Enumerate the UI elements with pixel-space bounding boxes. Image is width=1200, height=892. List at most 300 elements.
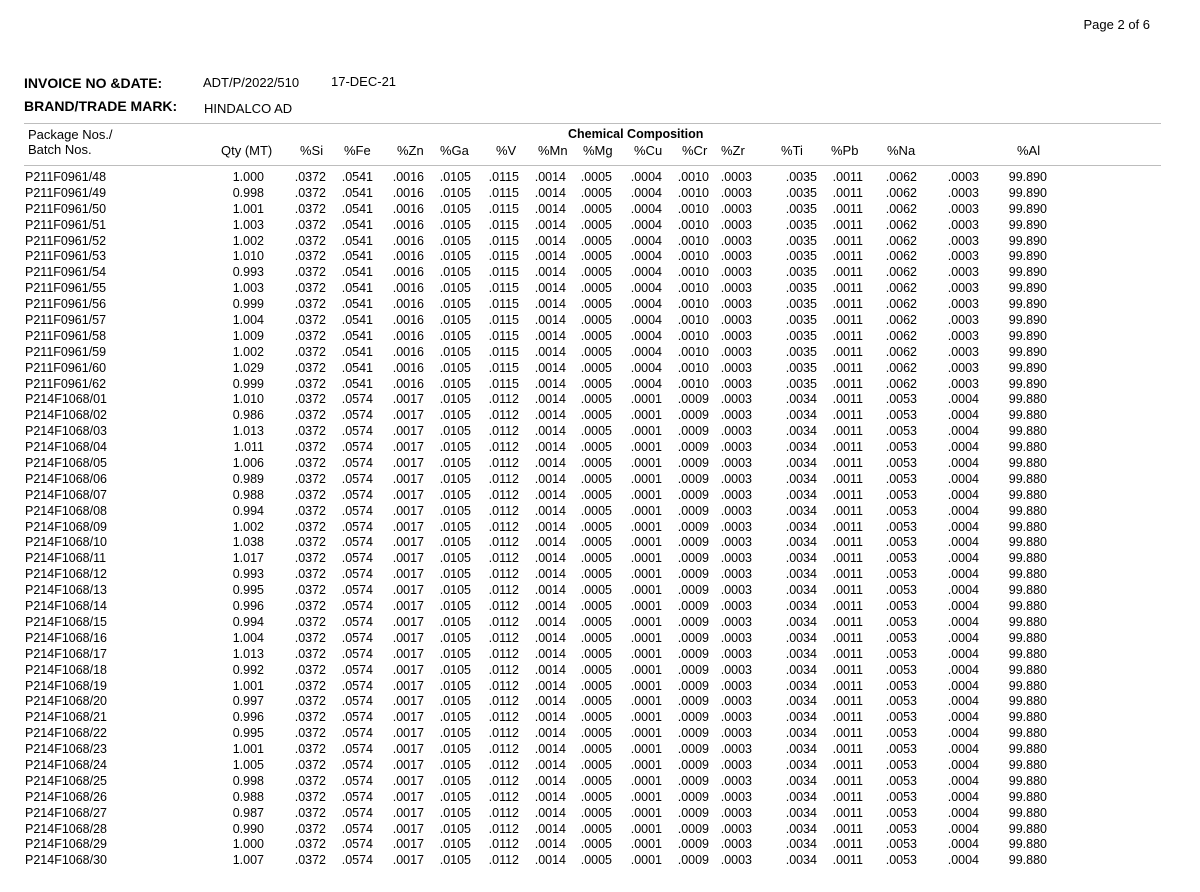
table-row [0, 615, 1200, 631]
batch-number-cell: P211F0961/57 [25, 313, 107, 328]
table-cell: 0.994 [232, 503, 264, 518]
table-cell: .0009 [677, 408, 709, 423]
table-cell: 0.995 [232, 726, 264, 741]
table-cell: .0003 [720, 789, 752, 804]
table-cell: .0009 [677, 487, 709, 502]
invoice-number: ADT/P/2022/510 [203, 75, 300, 90]
table-cell: .0014 [534, 487, 566, 502]
table-cell: .0009 [677, 471, 709, 486]
table-cell: 0.999 [232, 376, 264, 391]
table-cell: .0372 [294, 233, 326, 248]
table-cell: .0004 [947, 821, 979, 836]
table-cell: .0003 [720, 360, 752, 375]
table-cell: 99.880 [1008, 551, 1047, 566]
table-cell: .0105 [439, 805, 471, 820]
table-cell: .0005 [580, 471, 612, 486]
table-cell: .0034 [785, 535, 817, 550]
table-cell: .0005 [580, 757, 612, 772]
table-cell: .0010 [677, 233, 709, 248]
table-cell: .0003 [947, 313, 979, 328]
table-cell: 1.017 [232, 551, 264, 566]
table-cell: .0017 [392, 646, 424, 661]
table-cell: 99.880 [1008, 408, 1047, 423]
table-cell: .0001 [630, 408, 662, 423]
table-cell: .0014 [534, 456, 566, 471]
table-cell: .0011 [832, 297, 863, 312]
table-cell: .0034 [785, 742, 817, 757]
table-row [0, 567, 1200, 583]
table-cell: 99.880 [1008, 599, 1047, 614]
table-cell: 1.005 [232, 757, 264, 772]
table-cell: .0016 [392, 360, 424, 375]
table-cell: .0005 [580, 376, 612, 391]
table-cell: .0115 [488, 313, 519, 328]
table-cell: .0105 [439, 313, 471, 328]
table-cell: .0016 [392, 201, 424, 216]
table-cell: .0372 [294, 551, 326, 566]
table-cell: 1.004 [232, 630, 264, 645]
table-cell: .0062 [885, 281, 917, 296]
table-cell: 99.880 [1008, 821, 1047, 836]
table-cell: .0053 [885, 424, 917, 439]
table-cell: 99.880 [1008, 567, 1047, 582]
table-cell: .0016 [392, 313, 424, 328]
table-cell: .0004 [947, 710, 979, 725]
table-cell: .0017 [392, 630, 424, 645]
table-cell: .0017 [392, 821, 424, 836]
table-cell: .0009 [677, 503, 709, 518]
table-cell: .0541 [341, 344, 373, 359]
table-cell: .0011 [832, 551, 863, 566]
table-cell: .0014 [534, 201, 566, 216]
table-cell: .0112 [488, 694, 519, 709]
table-row [0, 679, 1200, 695]
table-cell: .0017 [392, 503, 424, 518]
table-cell: .0541 [341, 281, 373, 296]
table-cell: .0115 [488, 217, 519, 232]
batch-number-cell: P214F1068/23 [25, 742, 108, 757]
table-cell: .0009 [677, 821, 709, 836]
table-cell: .0053 [885, 789, 917, 804]
table-cell: .0004 [630, 344, 662, 359]
table-cell: .0035 [785, 249, 817, 264]
table-cell: .0001 [630, 567, 662, 582]
table-cell: .0016 [392, 297, 424, 312]
table-cell: .0009 [677, 694, 709, 709]
table-cell: .0115 [488, 376, 519, 391]
table-cell: 99.880 [1008, 726, 1047, 741]
table-cell: .0105 [439, 551, 471, 566]
batch-number-cell: P211F0961/49 [25, 185, 107, 200]
table-cell: .0005 [580, 265, 612, 280]
batch-number-cell: P214F1068/18 [25, 662, 108, 677]
table-cell: .0001 [630, 694, 662, 709]
table-row [0, 186, 1200, 202]
batch-number-cell: P211F0961/48 [25, 170, 107, 184]
table-cell: .0003 [720, 710, 752, 725]
table-cell: .0001 [630, 519, 662, 534]
table-cell: .0105 [439, 837, 471, 852]
table-cell: .0016 [392, 233, 424, 248]
table-cell: .0062 [885, 265, 917, 280]
table-cell: .0035 [785, 185, 817, 200]
batch-number-cell: P214F1068/08 [25, 503, 108, 518]
table-cell: .0004 [947, 424, 979, 439]
table-cell: .0112 [488, 599, 519, 614]
table-cell: .0003 [720, 328, 752, 343]
table-cell: .0574 [341, 471, 373, 486]
table-cell: .0574 [341, 694, 373, 709]
table-cell: .0001 [630, 757, 662, 772]
table-cell: 99.890 [1008, 265, 1047, 280]
table-cell: 1.001 [232, 201, 264, 216]
table-cell: .0003 [720, 599, 752, 614]
table-row [0, 520, 1200, 536]
table-cell: .0017 [392, 456, 424, 471]
table-cell: .0011 [832, 773, 863, 788]
table-row [0, 790, 1200, 806]
table-cell: .0372 [294, 170, 326, 184]
table-cell: .0003 [947, 344, 979, 359]
table-cell: .0112 [488, 821, 519, 836]
table-cell: .0014 [534, 726, 566, 741]
table-cell: .0112 [488, 837, 519, 852]
table-cell: .0017 [392, 424, 424, 439]
table-cell: .0003 [720, 313, 752, 328]
table-cell: .0053 [885, 837, 917, 852]
table-cell: .0003 [720, 662, 752, 677]
table-cell: .0014 [534, 503, 566, 518]
table-cell: .0372 [294, 503, 326, 518]
table-cell: .0005 [580, 392, 612, 407]
table-cell: .0014 [534, 551, 566, 566]
table-cell: .0003 [720, 201, 752, 216]
table-row [0, 377, 1200, 393]
table-cell: .0003 [720, 424, 752, 439]
table-cell: .0003 [720, 567, 752, 582]
table-cell: .0009 [677, 456, 709, 471]
table-cell: 1.009 [232, 328, 264, 343]
table-cell: .0017 [392, 710, 424, 725]
table-cell: .0005 [580, 837, 612, 852]
table-cell: .0372 [294, 328, 326, 343]
table-cell: .0372 [294, 773, 326, 788]
table-cell: .0003 [720, 646, 752, 661]
table-cell: .0372 [294, 281, 326, 296]
table-cell: .0003 [720, 265, 752, 280]
column-header: %Cr [682, 143, 708, 158]
batch-number-cell: P214F1068/27 [25, 805, 108, 820]
table-cell: .0004 [947, 471, 979, 486]
table-cell: 1.004 [232, 313, 264, 328]
table-cell: 0.998 [232, 185, 264, 200]
table-cell: .0105 [439, 440, 471, 455]
table-cell: .0541 [341, 328, 373, 343]
table-cell: .0574 [341, 599, 373, 614]
table-cell: .0574 [341, 551, 373, 566]
table-cell: .0003 [720, 694, 752, 709]
table-cell: .0053 [885, 662, 917, 677]
table-cell: .0372 [294, 487, 326, 502]
table-cell: 99.880 [1008, 424, 1047, 439]
batch-number-cell: P211F0961/58 [25, 328, 107, 343]
table-cell: .0372 [294, 567, 326, 582]
table-cell: 99.890 [1008, 360, 1047, 375]
table-row [0, 822, 1200, 838]
table-cell: .0017 [392, 853, 424, 868]
table-cell: .0004 [947, 456, 979, 471]
table-cell: .0017 [392, 773, 424, 788]
table-cell: .0053 [885, 710, 917, 725]
table-cell: .0035 [785, 170, 817, 184]
table-cell: .0053 [885, 567, 917, 582]
table-cell: .0115 [488, 233, 519, 248]
table-cell: .0011 [832, 821, 863, 836]
table-cell: 1.007 [232, 853, 264, 868]
table-cell: .0011 [832, 503, 863, 518]
table-cell: .0053 [885, 646, 917, 661]
table-row [0, 631, 1200, 647]
table-cell: 1.002 [232, 344, 264, 359]
table-cell: .0003 [720, 217, 752, 232]
table-cell: .0011 [832, 757, 863, 772]
table-cell: .0372 [294, 726, 326, 741]
batch-number-cell: P214F1068/07 [25, 487, 108, 502]
table-cell: .0017 [392, 583, 424, 598]
brand-value: HINDALCO AD [204, 101, 293, 116]
table-cell: .0372 [294, 344, 326, 359]
table-cell: .0372 [294, 805, 326, 820]
table-cell: .0115 [488, 360, 519, 375]
table-cell: .0009 [677, 551, 709, 566]
table-cell: .0001 [630, 599, 662, 614]
table-cell: .0003 [720, 853, 752, 868]
table-cell: .0017 [392, 662, 424, 677]
table-cell: .0005 [580, 408, 612, 423]
table-cell: .0011 [832, 678, 863, 693]
table-cell: .0003 [720, 249, 752, 264]
table-cell: .0003 [947, 249, 979, 264]
table-cell: .0001 [630, 773, 662, 788]
table-cell: 99.880 [1008, 678, 1047, 693]
table-cell: 99.880 [1008, 614, 1047, 629]
table-cell: .0009 [677, 646, 709, 661]
batch-number-cell: P214F1068/20 [25, 694, 108, 709]
table-cell: .0011 [832, 424, 863, 439]
table-cell: .0574 [341, 440, 373, 455]
table-cell: .0004 [630, 249, 662, 264]
table-cell: 99.880 [1008, 742, 1047, 757]
batch-number-cell: P214F1068/25 [25, 773, 108, 788]
batch-number-cell: P211F0961/59 [25, 344, 107, 359]
table-cell: .0574 [341, 646, 373, 661]
batch-number-cell: P211F0961/52 [25, 233, 107, 248]
table-cell: .0005 [580, 249, 612, 264]
invoice-label: INVOICE NO &DATE: [24, 75, 163, 91]
table-cell: .0005 [580, 217, 612, 232]
table-cell: .0005 [580, 440, 612, 455]
table-cell: .0034 [785, 519, 817, 534]
column-header: %Mn [538, 143, 568, 158]
table-cell: 1.000 [232, 170, 264, 184]
table-cell: .0003 [720, 583, 752, 598]
table-cell: .0011 [832, 392, 863, 407]
table-cell: 1.011 [233, 440, 264, 455]
table-cell: .0005 [580, 694, 612, 709]
table-cell: .0009 [677, 678, 709, 693]
batch-number-cell: P211F0961/56 [25, 297, 107, 312]
table-cell: .0010 [677, 217, 709, 232]
table-cell: .0011 [832, 599, 863, 614]
table-cell: .0115 [488, 201, 519, 216]
table-cell: 99.890 [1008, 201, 1047, 216]
table-cell: .0112 [488, 503, 519, 518]
table-cell: .0372 [294, 630, 326, 645]
table-cell: .0004 [947, 519, 979, 534]
table-cell: .0541 [341, 249, 373, 264]
table-cell: .0541 [341, 185, 373, 200]
table-cell: .0005 [580, 535, 612, 550]
table-cell: .0004 [630, 360, 662, 375]
table-cell: .0005 [580, 503, 612, 518]
table-cell: .0011 [832, 614, 863, 629]
table-cell: .0009 [677, 614, 709, 629]
table-cell: .0062 [885, 170, 917, 184]
table-cell: .0011 [832, 487, 863, 502]
table-cell: .0053 [885, 742, 917, 757]
table-row [0, 249, 1200, 265]
table-cell: .0010 [677, 328, 709, 343]
batch-number-cell: P214F1068/11 [25, 551, 107, 566]
batch-number-cell: P214F1068/24 [25, 757, 108, 772]
table-row [0, 837, 1200, 853]
table-cell: .0034 [785, 662, 817, 677]
table-row [0, 694, 1200, 710]
table-cell: .0574 [341, 567, 373, 582]
table-cell: .0372 [294, 599, 326, 614]
table-cell: .0034 [785, 408, 817, 423]
table-cell: .0004 [630, 217, 662, 232]
table-cell: .0017 [392, 408, 424, 423]
table-cell: .0003 [947, 360, 979, 375]
table-cell: 99.890 [1008, 170, 1047, 184]
table-cell: .0017 [392, 535, 424, 550]
table-cell: .0010 [677, 360, 709, 375]
table-cell: .0105 [439, 328, 471, 343]
table-cell: .0105 [439, 344, 471, 359]
table-cell: .0105 [439, 265, 471, 280]
table-cell: 1.000 [232, 837, 264, 852]
batch-number-cell: P211F0961/53 [25, 249, 107, 264]
table-cell: .0053 [885, 392, 917, 407]
table-cell: .0014 [534, 821, 566, 836]
table-cell: .0034 [785, 805, 817, 820]
table-cell: .0014 [534, 297, 566, 312]
table-cell: .0005 [580, 201, 612, 216]
table-cell: .0004 [630, 233, 662, 248]
table-cell: .0004 [947, 742, 979, 757]
table-cell: 99.880 [1008, 519, 1047, 534]
table-cell: .0105 [439, 217, 471, 232]
table-cell: .0004 [947, 805, 979, 820]
table-cell: .0003 [720, 170, 752, 184]
table-cell: .0011 [832, 281, 863, 296]
table-cell: .0034 [785, 551, 817, 566]
table-cell: .0010 [677, 170, 709, 184]
batch-number-cell: P211F0961/51 [25, 217, 107, 232]
invoice-date: 17-DEC-21 [331, 74, 397, 89]
table-cell: .0016 [392, 376, 424, 391]
table-cell: .0014 [534, 757, 566, 772]
table-cell: .0001 [630, 630, 662, 645]
table-cell: .0014 [534, 662, 566, 677]
batch-number-cell: P211F0961/60 [25, 360, 107, 375]
batch-number-cell: P214F1068/19 [25, 678, 108, 693]
table-cell: .0372 [294, 789, 326, 804]
table-cell: .0034 [785, 630, 817, 645]
table-cell: .0105 [439, 694, 471, 709]
table-cell: .0004 [947, 599, 979, 614]
table-cell: .0034 [785, 726, 817, 741]
table-row [0, 806, 1200, 822]
column-header: Qty (MT) [221, 143, 273, 158]
table-cell: .0017 [392, 805, 424, 820]
table-cell: .0011 [832, 837, 863, 852]
table-cell: 99.880 [1008, 710, 1047, 725]
table-cell: .0017 [392, 614, 424, 629]
table-cell: .0035 [785, 344, 817, 359]
table-cell: .0112 [488, 392, 519, 407]
table-cell: .0005 [580, 773, 612, 788]
table-cell: .0053 [885, 821, 917, 836]
table-cell: .0001 [630, 471, 662, 486]
table-cell: .0574 [341, 821, 373, 836]
table-cell: 0.997 [232, 694, 264, 709]
table-cell: .0003 [947, 281, 979, 296]
table-cell: .0001 [630, 837, 662, 852]
table-cell: 99.880 [1008, 440, 1047, 455]
batch-number-cell: P214F1068/22 [25, 726, 108, 741]
batch-number-cell: P211F0961/54 [25, 265, 107, 280]
table-cell: .0001 [630, 646, 662, 661]
table-cell: .0062 [885, 217, 917, 232]
table-cell: .0014 [534, 344, 566, 359]
table-cell: .0004 [947, 440, 979, 455]
table-cell: .0014 [534, 599, 566, 614]
table-cell: .0011 [832, 583, 863, 598]
table-cell: .0009 [677, 773, 709, 788]
table-cell: .0017 [392, 789, 424, 804]
table-cell: .0574 [341, 535, 373, 550]
table-cell: .0014 [534, 328, 566, 343]
table-cell: .0372 [294, 265, 326, 280]
table-cell: .0053 [885, 726, 917, 741]
table-cell: 99.880 [1008, 662, 1047, 677]
table-cell: .0009 [677, 424, 709, 439]
column-header: %Ti [781, 143, 803, 158]
table-cell: .0016 [392, 185, 424, 200]
table-row [0, 297, 1200, 313]
table-cell: 99.890 [1008, 185, 1047, 200]
table-cell: .0016 [392, 344, 424, 359]
table-cell: .0112 [488, 408, 519, 423]
table-cell: .0112 [488, 424, 519, 439]
table-cell: .0035 [785, 376, 817, 391]
table-cell: .0062 [885, 344, 917, 359]
table-cell: 1.010 [232, 249, 264, 264]
table-cell: .0001 [630, 678, 662, 693]
table-cell: .0010 [677, 344, 709, 359]
